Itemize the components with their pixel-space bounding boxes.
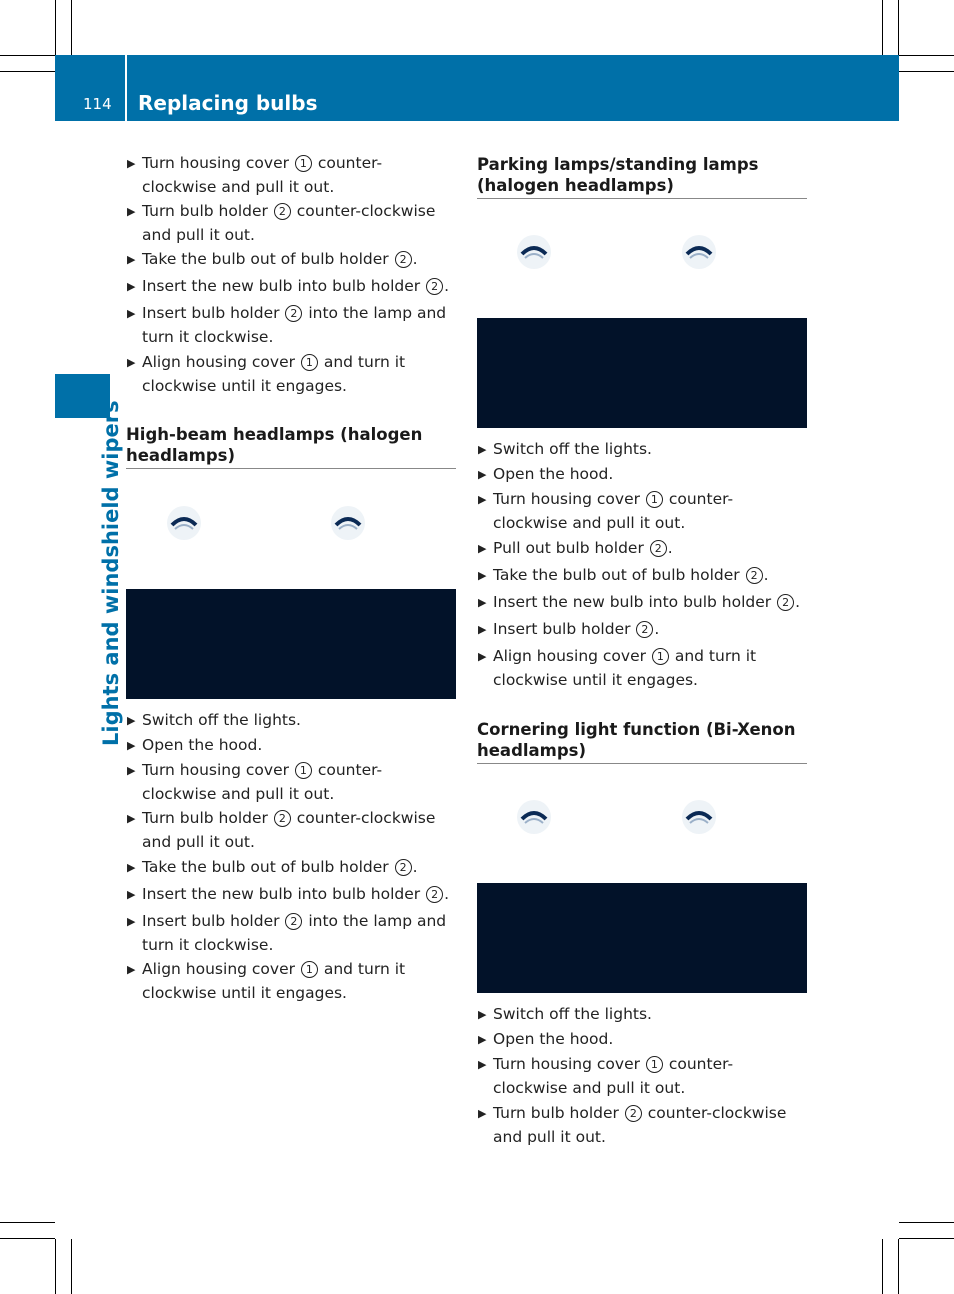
triangle-right-icon: ▶ [127, 812, 136, 825]
callout-number: 2 [777, 594, 794, 611]
step-text-part: Align housing cover [493, 647, 651, 665]
step-text [477, 463, 807, 487]
callout-number: 2 [285, 305, 302, 322]
step-text [126, 351, 456, 398]
step-text-part: Open the hood. [493, 465, 614, 483]
step-text [477, 1003, 807, 1027]
callout-number: 2 [650, 540, 667, 557]
callout-number: 2 [625, 1105, 642, 1122]
triangle-right-icon: ▶ [127, 739, 136, 752]
chapter-side-title: Lights and windshield wipers [99, 400, 123, 746]
triangle-right-icon: ▶ [478, 1107, 487, 1120]
step-text [126, 910, 456, 957]
step-text [477, 618, 807, 642]
section-title-cornering-light: Cornering light function (Bi-Xenon headlamps) [477, 719, 807, 764]
triangle-right-icon: ▶ [127, 280, 136, 293]
step-text [477, 1053, 807, 1100]
instruction-step [477, 537, 807, 561]
callout-number: 2 [395, 859, 412, 876]
step-text-part: Turn housing cover [493, 490, 645, 508]
crop-mark [899, 1222, 954, 1223]
step-text [477, 488, 807, 535]
illustration-parking-lamps [477, 224, 807, 428]
step-text-part: and turn it clockwise until it engages. [142, 353, 406, 395]
instruction-step [477, 564, 807, 588]
step-text [477, 1102, 807, 1149]
callout-number: 1 [652, 648, 669, 665]
step-text-part: Turn housing cover [142, 154, 294, 172]
triangle-right-icon: ▶ [478, 542, 487, 555]
step-text [126, 152, 456, 199]
step-text [477, 591, 807, 615]
right-column [477, 0, 807, 1294]
callout-number: 2 [285, 913, 302, 930]
triangle-right-icon: ▶ [127, 205, 136, 218]
step-text [126, 709, 456, 733]
callout-number: 2 [426, 278, 443, 295]
instruction-step [477, 645, 807, 692]
crop-mark [898, 1239, 899, 1294]
step-text [477, 645, 807, 692]
callout-number: 1 [295, 155, 312, 172]
step-text-part: . [412, 250, 418, 268]
step-text [126, 883, 456, 907]
callout-number: 1 [301, 961, 318, 978]
callout-number: 2 [746, 567, 763, 584]
step-text-part: counter-clockwise and pull it out. [142, 809, 436, 851]
step-text-part: Insert the new bulb into bulb holder [142, 277, 426, 295]
triangle-right-icon: ▶ [127, 861, 136, 874]
instruction-step [126, 807, 456, 854]
step-text-part: counter-clockwise and pull it out. [142, 202, 436, 244]
triangle-right-icon: ▶ [478, 1008, 487, 1021]
step-text-part: Turn housing cover [493, 1055, 645, 1073]
step-text-part: Open the hood. [493, 1030, 614, 1048]
crop-mark [0, 1222, 55, 1223]
crop-mark [0, 1238, 55, 1239]
step-text-part: Switch off the lights. [142, 711, 301, 729]
step-text [126, 807, 456, 854]
step-text-part: Take the bulb out of bulb holder [493, 566, 745, 584]
triangle-right-icon: ▶ [127, 888, 136, 901]
step-text-part: Align housing cover [142, 353, 300, 371]
step-text-part: Insert bulb holder [142, 912, 285, 930]
triangle-right-icon: ▶ [127, 915, 136, 928]
step-text-part: Switch off the lights. [493, 440, 652, 458]
step-text-part: counter-clockwise and pull it out. [493, 1055, 734, 1097]
instruction-step [477, 463, 807, 487]
step-text-part: . [444, 277, 450, 295]
step-text-part: Turn housing cover [142, 761, 294, 779]
step-text-part: Insert the new bulb into bulb holder [142, 885, 426, 903]
crop-mark [71, 1239, 72, 1294]
instruction-step [126, 883, 456, 907]
illustration-panel [126, 589, 456, 699]
step-text-part: counter-clockwise and pull it out. [493, 490, 734, 532]
step-text-part: Insert the new bulb into bulb holder [493, 593, 777, 611]
step-text-part: Take the bulb out of bulb holder [142, 250, 394, 268]
step-text-part: into the lamp and turn it clockwise. [142, 304, 447, 346]
crop-mark [882, 0, 883, 55]
triangle-right-icon: ▶ [127, 157, 136, 170]
step-text-part: Take the bulb out of bulb holder [142, 858, 394, 876]
step-text [477, 1028, 807, 1052]
step-text [477, 438, 807, 462]
instruction-step [126, 910, 456, 957]
triangle-right-icon: ▶ [478, 650, 487, 663]
instruction-step [126, 152, 456, 199]
step-text [477, 564, 807, 588]
callout-number: 1 [646, 1056, 663, 1073]
crop-mark [899, 1238, 954, 1239]
step-text-part: into the lamp and turn it clockwise. [142, 912, 447, 954]
crop-mark [55, 1239, 56, 1294]
section-title-parking-lamps: Parking lamps/standing lamps (halogen headlamps) [477, 154, 807, 199]
lamp-icon [677, 797, 721, 837]
triangle-right-icon: ▶ [478, 468, 487, 481]
step-text [126, 734, 456, 758]
step-text-part: Insert bulb holder [142, 304, 285, 322]
triangle-right-icon: ▶ [478, 596, 487, 609]
instruction-step [126, 709, 456, 733]
lamp-icon [677, 232, 721, 272]
instruction-step [477, 618, 807, 642]
step-text-part: counter-clockwise and pull it out. [142, 154, 383, 196]
step-text-part: . [795, 593, 801, 611]
step-text [126, 275, 456, 299]
crop-mark [71, 0, 72, 55]
instruction-step [126, 734, 456, 758]
step-text [126, 200, 456, 247]
illustration-panel [477, 883, 807, 993]
step-text-part: . [412, 858, 418, 876]
page-number: 114 [83, 95, 112, 113]
callout-number: 1 [646, 491, 663, 508]
step-text [126, 248, 456, 272]
instruction-step [126, 856, 456, 880]
crop-mark [899, 55, 954, 56]
page-title: Replacing bulbs [138, 91, 318, 115]
instruction-step [477, 488, 807, 535]
step-text-part: counter-clockwise and pull it out. [142, 761, 383, 803]
triangle-right-icon: ▶ [127, 764, 136, 777]
instruction-step [477, 1102, 807, 1149]
instruction-step [477, 438, 807, 462]
callout-number: 2 [636, 621, 653, 638]
step-text-part: Turn bulb holder [493, 1104, 624, 1122]
step-text-part: and turn it clockwise until it engages. [493, 647, 757, 689]
crop-mark [882, 1239, 883, 1294]
triangle-right-icon: ▶ [478, 493, 487, 506]
illustration-cornering-light [477, 789, 807, 993]
step-text-part: Turn bulb holder [142, 202, 273, 220]
triangle-right-icon: ▶ [478, 623, 487, 636]
step-text-part: . [444, 885, 450, 903]
triangle-right-icon: ▶ [127, 253, 136, 266]
illustration-high-beam [126, 495, 456, 699]
callout-number: 2 [395, 251, 412, 268]
callout-number: 2 [274, 810, 291, 827]
step-text-part: Turn bulb holder [142, 809, 273, 827]
crop-mark [899, 71, 954, 72]
crop-mark [55, 0, 56, 55]
lamp-icon [512, 232, 556, 272]
triangle-right-icon: ▶ [127, 307, 136, 320]
instruction-step [477, 591, 807, 615]
triangle-right-icon: ▶ [478, 443, 487, 456]
instruction-step [126, 200, 456, 247]
triangle-right-icon: ▶ [127, 963, 136, 976]
left-column [126, 0, 456, 1294]
lamp-icon [326, 503, 370, 543]
triangle-right-icon: ▶ [478, 1058, 487, 1071]
step-text-part: Align housing cover [142, 960, 300, 978]
step-text-part: . [654, 620, 660, 638]
instruction-step [126, 302, 456, 349]
section-title-high-beam: High-beam headlamps (halogen headlamps) [126, 424, 456, 469]
crop-mark [0, 55, 55, 56]
illustration-panel [477, 318, 807, 428]
instruction-step [126, 958, 456, 1005]
instruction-step [477, 1003, 807, 1027]
crop-mark [0, 71, 55, 72]
triangle-right-icon: ▶ [127, 356, 136, 369]
instruction-step [477, 1053, 807, 1100]
instruction-step [126, 759, 456, 806]
instruction-step [126, 275, 456, 299]
step-text [126, 759, 456, 806]
step-text-part: Insert bulb holder [493, 620, 636, 638]
step-text [477, 537, 807, 561]
step-text-part: . [763, 566, 769, 584]
step-text [126, 958, 456, 1005]
step-text-part: . [667, 539, 673, 557]
triangle-right-icon: ▶ [478, 569, 487, 582]
step-text-part: and turn it clockwise until it engages. [142, 960, 406, 1002]
step-text [126, 302, 456, 349]
callout-number: 1 [295, 762, 312, 779]
crop-mark [898, 0, 899, 55]
callout-number: 1 [301, 354, 318, 371]
lamp-icon [512, 797, 556, 837]
step-text-part: Switch off the lights. [493, 1005, 652, 1023]
step-text [126, 856, 456, 880]
instruction-step [126, 248, 456, 272]
callout-number: 2 [274, 203, 291, 220]
lamp-icon [162, 503, 206, 543]
step-text-part: Pull out bulb holder [493, 539, 649, 557]
instruction-step [126, 351, 456, 398]
instruction-step [477, 1028, 807, 1052]
step-text-part: Open the hood. [142, 736, 263, 754]
step-text-part: counter-clockwise and pull it out. [493, 1104, 787, 1146]
callout-number: 2 [426, 886, 443, 903]
triangle-right-icon: ▶ [127, 714, 136, 727]
triangle-right-icon: ▶ [478, 1033, 487, 1046]
